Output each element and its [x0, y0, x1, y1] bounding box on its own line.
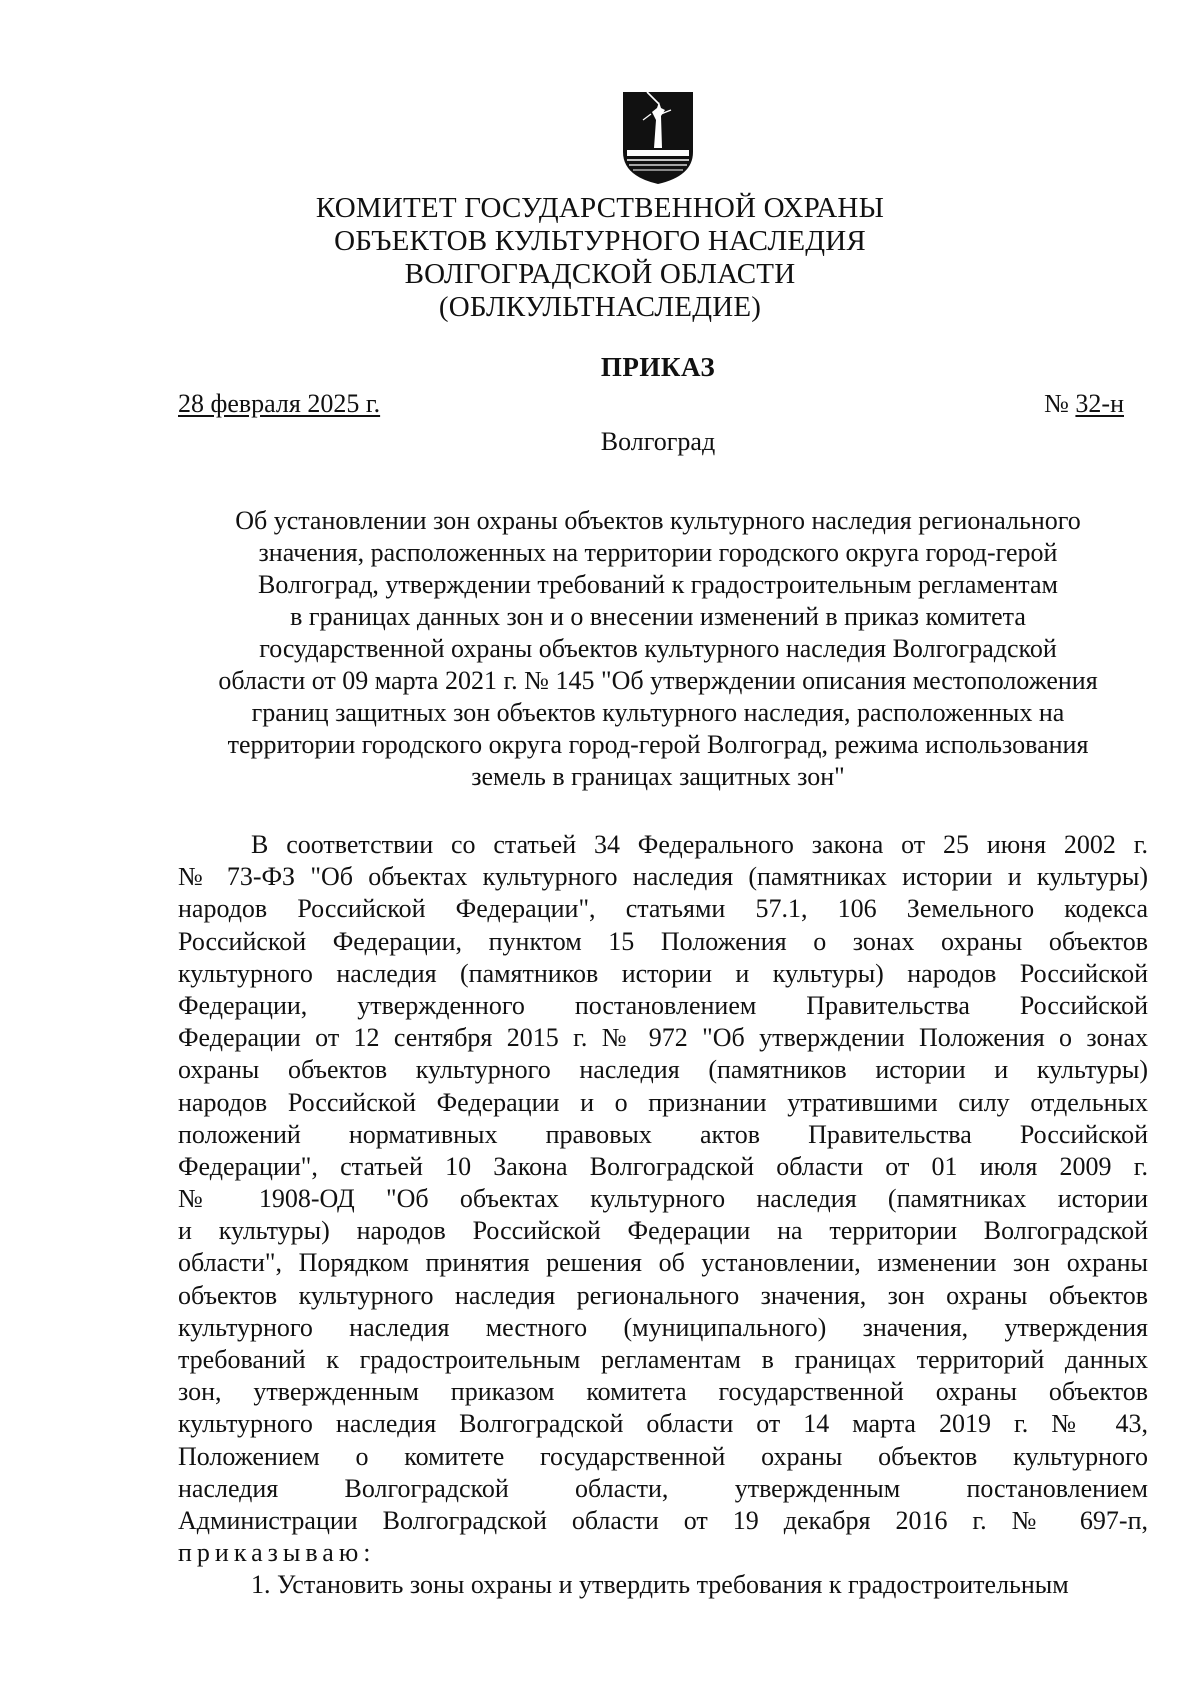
body-line: Российской Федерации, пунктом 15 Положения о зонах охраны объектов [178, 926, 1148, 956]
body-line: охраны объектов культурного наследия (памятников истории и культуры) [178, 1055, 1148, 1085]
body-line: культурного наследия местного (муниципального) значения, утверждения [178, 1312, 1148, 1342]
decree-word: приказываю: [178, 1538, 376, 1568]
subject-line: границ защитных зон объектов культурного наследия, расположенных на [251, 698, 1065, 727]
body-line: народов Российской Федерации", статьями 57.1, 106 Земельного кодекса [178, 894, 1148, 924]
body-line: культурного наследия Волгоградской области от 14 марта 2019 г. № 43, [178, 1409, 1148, 1439]
document-type: ПРИКАЗ [600, 352, 716, 382]
org-line: ВОЛГОГРАДСКОЙ ОБЛАСТИ [404, 258, 796, 290]
body-line: Федерации от 12 сентября 2015 г. № 972 "Об утверждении Положения о зонах [178, 1023, 1148, 1053]
subject-line: земель в границах защитных зон" [471, 762, 845, 791]
subject-line: государственной охраны объектов культурного наследия Волгоградской [259, 634, 1057, 663]
body-line: Федерации, утвержденного постановлением Правительства Российской [178, 990, 1148, 1020]
org-line: ОБЪЕКТОВ КУЛЬТУРНОГО НАСЛЕДИЯ [334, 225, 866, 257]
org-line: КОМИТЕТ ГОСУДАРСТВЕННОЙ ОХРАНЫ [315, 192, 885, 224]
order-number [1044, 389, 1124, 419]
body-line: объектов культурного наследия регионального значения, зон охраны объектов [178, 1280, 1148, 1310]
body-line: Администрации Волгоградской области от 19 декабря 2016 г. № 697-п, [178, 1505, 1148, 1535]
subject-line: значения, расположенных на территории городского округа город-герой [258, 538, 1058, 567]
subject-line: области от 09 марта 2021 г. № 145 "Об утверждении описания местоположения [218, 666, 1098, 695]
subject-line: в границах данных зон и о внесении изменений в приказ комитета [290, 602, 1026, 631]
org-line: (ОБЛКУЛЬТНАСЛЕДИЕ) [438, 291, 762, 323]
body-line: требований к градостроительным регламентам в границах территорий данных [178, 1345, 1148, 1374]
order-item-1: 1. Установить зоны охраны и утвердить требования к градостроительным [251, 1570, 1069, 1600]
body-line: и культуры) народов Российской Федерации на территории Волгоградской [178, 1216, 1148, 1246]
body-line: области", Порядком принятия решения об установлении, изменении зон охраны [178, 1248, 1148, 1278]
order-city: Волгоград [600, 427, 716, 456]
number-prefix: № [1044, 389, 1076, 418]
body-line: В соответствии со статьей 34 Федерального закона от 25 июня 2002 г. [251, 830, 1148, 859]
body-line: № 1908-ОД "Об объектах культурного наследия (памятниках истории [178, 1184, 1148, 1214]
body-line: наследия Волгоградской области, утвержденным постановлением [178, 1473, 1148, 1503]
subject-line: Волгоград, утверждении требований к градостроительным регламентам [258, 570, 1058, 599]
number-value: 32-н [1075, 389, 1124, 418]
order-body [178, 829, 1148, 1602]
subject-line: территории городского округа город-герой Волгоград, режима использования [227, 730, 1089, 759]
order-date: 28 февраля 2025 г. [178, 389, 381, 418]
order-subject [170, 505, 1146, 793]
body-line: культурного наследия (памятников истории и культуры) народов Российской [178, 958, 1148, 988]
body-line: положений нормативных правовых актов Правительства Российской [178, 1119, 1148, 1149]
body-line: народов Российской Федерации и о признании утратившими силу отдельных [178, 1087, 1148, 1117]
subject-line: Об установлении зон охраны объектов культурного наследия регионального [235, 506, 1081, 535]
organization-name [300, 192, 900, 324]
body-line: Федерации", статьей 10 Закона Волгоградской области от 01 июля 2009 г. [178, 1151, 1148, 1181]
body-line: зон, утвержденным приказом комитета государственной охраны объектов [178, 1377, 1148, 1407]
volgograd-coat-of-arms-icon [621, 90, 695, 186]
body-line: № 73-ФЗ "Об объектах культурного наследия (памятниках истории и культуры) [178, 862, 1148, 892]
body-line: Положением о комитете государственной охраны объектов культурного [178, 1441, 1148, 1471]
